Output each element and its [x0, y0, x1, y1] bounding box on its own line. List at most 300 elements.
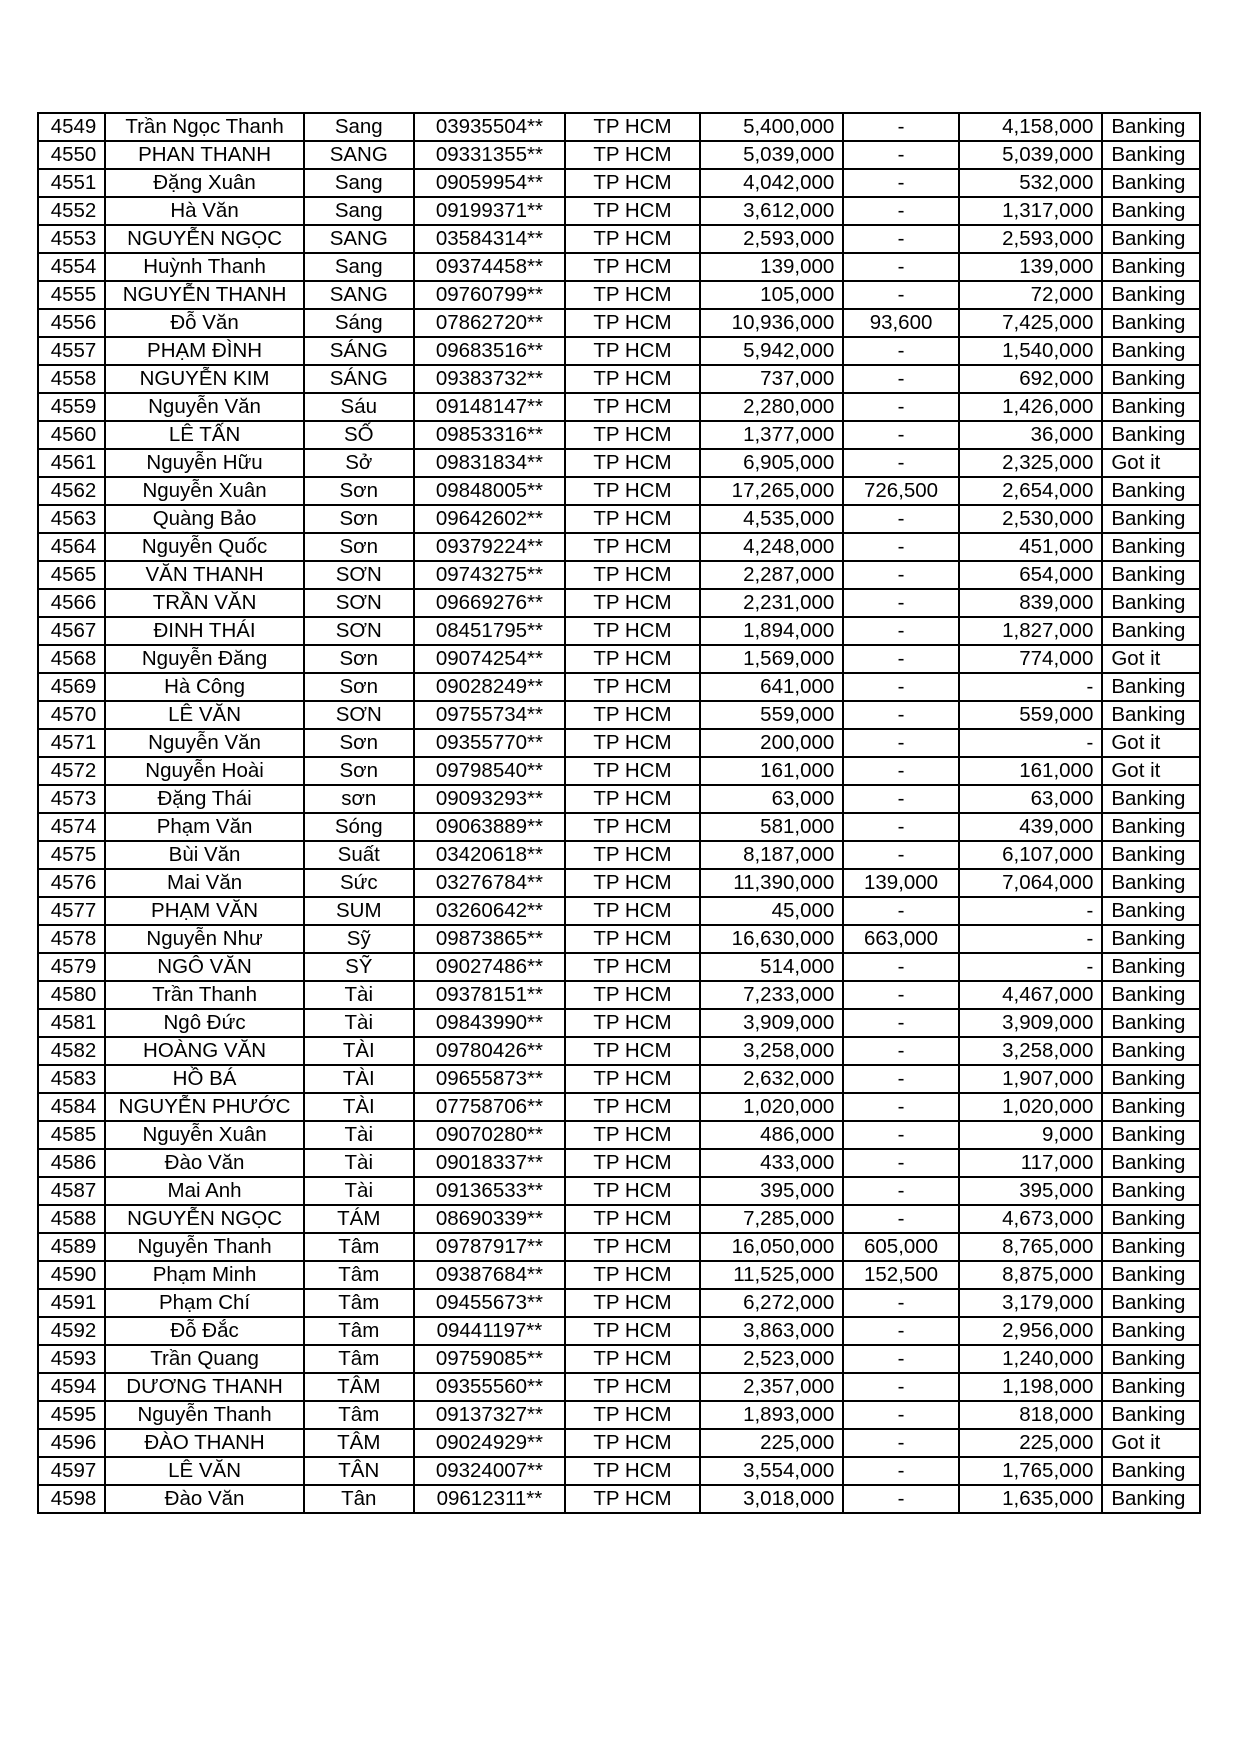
payment-method-cell: Got it	[1102, 757, 1200, 785]
amount-deduction-cell: -	[843, 1317, 959, 1345]
amount-total-cell: 3,909,000	[700, 1009, 844, 1037]
first-name-cell: Sở	[304, 449, 414, 477]
first-name-cell: SỐ	[304, 421, 414, 449]
city-cell: TP HCM	[565, 897, 700, 925]
row-number-cell: 4550	[38, 141, 105, 169]
table-row	[38, 1429, 1200, 1457]
amount-paid-cell: 1,240,000	[959, 1345, 1103, 1373]
city-cell: TP HCM	[565, 785, 700, 813]
amount-paid-cell: 2,325,000	[959, 449, 1103, 477]
table-row	[38, 1261, 1200, 1289]
row-number-cell: 4598	[38, 1485, 105, 1513]
table-row	[38, 1485, 1200, 1513]
table-row	[38, 869, 1200, 897]
city-cell: TP HCM	[565, 925, 700, 953]
first-name-cell: Tâm	[304, 1401, 414, 1429]
amount-total-cell: 3,863,000	[700, 1317, 844, 1345]
first-name-cell: SƠN	[304, 701, 414, 729]
amount-paid-cell: 3,179,000	[959, 1289, 1103, 1317]
phone-number-cell: 09843990**	[414, 1009, 565, 1037]
amount-deduction-cell: -	[843, 953, 959, 981]
amount-total-cell: 2,523,000	[700, 1345, 844, 1373]
first-name-cell: Sang	[304, 113, 414, 141]
payment-method-cell: Banking	[1102, 1121, 1200, 1149]
last-middle-name-cell: Nguyễn Như	[105, 925, 304, 953]
row-number-cell: 4588	[38, 1205, 105, 1233]
first-name-cell: Suất	[304, 841, 414, 869]
amount-paid-cell: 36,000	[959, 421, 1103, 449]
amount-deduction-cell: -	[843, 169, 959, 197]
table-row	[38, 169, 1200, 197]
payment-method-cell: Banking	[1102, 953, 1200, 981]
amount-total-cell: 433,000	[700, 1149, 844, 1177]
first-name-cell: Tân	[304, 1485, 414, 1513]
amount-paid-cell: 439,000	[959, 813, 1103, 841]
table-row	[38, 897, 1200, 925]
table-row	[38, 309, 1200, 337]
amount-paid-cell: 2,530,000	[959, 505, 1103, 533]
payment-method-cell: Banking	[1102, 141, 1200, 169]
first-name-cell: Sóng	[304, 813, 414, 841]
last-middle-name-cell: NGUYỄN PHƯỚC	[105, 1093, 304, 1121]
row-number-cell: 4563	[38, 505, 105, 533]
amount-paid-cell: 1,426,000	[959, 393, 1103, 421]
row-number-cell: 4580	[38, 981, 105, 1009]
last-middle-name-cell: Nguyễn Hoài	[105, 757, 304, 785]
amount-paid-cell: 532,000	[959, 169, 1103, 197]
table-row	[38, 981, 1200, 1009]
amount-deduction-cell: -	[843, 1401, 959, 1429]
payment-method-cell: Got it	[1102, 729, 1200, 757]
amount-paid-cell: 7,425,000	[959, 309, 1103, 337]
amount-deduction-cell: -	[843, 841, 959, 869]
payment-method-cell: Banking	[1102, 365, 1200, 393]
payment-method-cell: Banking	[1102, 113, 1200, 141]
table-row	[38, 1149, 1200, 1177]
amount-total-cell: 5,400,000	[700, 113, 844, 141]
payment-method-cell: Banking	[1102, 253, 1200, 281]
amount-deduction-cell: 152,500	[843, 1261, 959, 1289]
payment-method-cell: Banking	[1102, 281, 1200, 309]
row-number-cell: 4569	[38, 673, 105, 701]
first-name-cell: SỸ	[304, 953, 414, 981]
table-row	[38, 1373, 1200, 1401]
last-middle-name-cell: Trần Quang	[105, 1345, 304, 1373]
amount-paid-cell: 654,000	[959, 561, 1103, 589]
city-cell: TP HCM	[565, 701, 700, 729]
payment-method-cell: Banking	[1102, 617, 1200, 645]
row-number-cell: 4555	[38, 281, 105, 309]
city-cell: TP HCM	[565, 813, 700, 841]
phone-number-cell: 09074254**	[414, 645, 565, 673]
table-row	[38, 1177, 1200, 1205]
amount-deduction-cell: -	[843, 1373, 959, 1401]
table-row	[38, 925, 1200, 953]
row-number-cell: 4586	[38, 1149, 105, 1177]
amount-total-cell: 2,593,000	[700, 225, 844, 253]
table-row	[38, 1317, 1200, 1345]
amount-paid-cell: 3,258,000	[959, 1037, 1103, 1065]
amount-total-cell: 161,000	[700, 757, 844, 785]
amount-deduction-cell: 663,000	[843, 925, 959, 953]
last-middle-name-cell: Huỳnh Thanh	[105, 253, 304, 281]
first-name-cell: TÂM	[304, 1373, 414, 1401]
phone-number-cell: 09743275**	[414, 561, 565, 589]
last-middle-name-cell: HỒ BÁ	[105, 1065, 304, 1093]
row-number-cell: 4581	[38, 1009, 105, 1037]
row-number-cell: 4587	[38, 1177, 105, 1205]
row-number-cell: 4568	[38, 645, 105, 673]
row-number-cell: 4592	[38, 1317, 105, 1345]
last-middle-name-cell: VĂN THANH	[105, 561, 304, 589]
last-middle-name-cell: Quàng Bảo	[105, 505, 304, 533]
first-name-cell: SANG	[304, 225, 414, 253]
amount-total-cell: 4,248,000	[700, 533, 844, 561]
phone-number-cell: 09848005**	[414, 477, 565, 505]
row-number-cell: 4549	[38, 113, 105, 141]
amount-deduction-cell: -	[843, 701, 959, 729]
phone-number-cell: 09441197**	[414, 1317, 565, 1345]
payment-method-cell: Banking	[1102, 337, 1200, 365]
city-cell: TP HCM	[565, 449, 700, 477]
first-name-cell: Sang	[304, 253, 414, 281]
amount-total-cell: 6,905,000	[700, 449, 844, 477]
amount-paid-cell: 139,000	[959, 253, 1103, 281]
first-name-cell: Sơn	[304, 757, 414, 785]
amount-total-cell: 105,000	[700, 281, 844, 309]
last-middle-name-cell: HOÀNG VĂN	[105, 1037, 304, 1065]
amount-paid-cell: 4,673,000	[959, 1205, 1103, 1233]
last-middle-name-cell: Nguyễn Xuân	[105, 1121, 304, 1149]
payment-method-cell: Banking	[1102, 421, 1200, 449]
row-number-cell: 4572	[38, 757, 105, 785]
phone-number-cell: 09378151**	[414, 981, 565, 1009]
first-name-cell: SANG	[304, 281, 414, 309]
last-middle-name-cell: Nguyễn Quốc	[105, 533, 304, 561]
last-middle-name-cell: TRẦN VĂN	[105, 589, 304, 617]
last-middle-name-cell: Nguyễn Văn	[105, 393, 304, 421]
amount-paid-cell: 63,000	[959, 785, 1103, 813]
amount-total-cell: 7,233,000	[700, 981, 844, 1009]
payment-method-cell: Banking	[1102, 897, 1200, 925]
phone-number-cell: 09831834**	[414, 449, 565, 477]
payment-method-cell: Banking	[1102, 673, 1200, 701]
row-number-cell: 4573	[38, 785, 105, 813]
payment-method-cell: Banking	[1102, 1065, 1200, 1093]
amount-total-cell: 16,050,000	[700, 1233, 844, 1261]
table-row	[38, 197, 1200, 225]
amount-deduction-cell: -	[843, 505, 959, 533]
phone-number-cell: 09669276**	[414, 589, 565, 617]
amount-paid-cell: 559,000	[959, 701, 1103, 729]
amount-paid-cell: 8,875,000	[959, 1261, 1103, 1289]
amount-deduction-cell: -	[843, 1345, 959, 1373]
amount-total-cell: 395,000	[700, 1177, 844, 1205]
first-name-cell: SUM	[304, 897, 414, 925]
amount-total-cell: 3,018,000	[700, 1485, 844, 1513]
row-number-cell: 4595	[38, 1401, 105, 1429]
first-name-cell: Tài	[304, 1177, 414, 1205]
payment-method-cell: Banking	[1102, 785, 1200, 813]
amount-paid-cell: 4,158,000	[959, 113, 1103, 141]
row-number-cell: 4593	[38, 1345, 105, 1373]
phone-number-cell: 08451795**	[414, 617, 565, 645]
row-number-cell: 4582	[38, 1037, 105, 1065]
row-number-cell: 4575	[38, 841, 105, 869]
table-row	[38, 841, 1200, 869]
phone-number-cell: 09324007**	[414, 1457, 565, 1485]
amount-paid-cell: 1,540,000	[959, 337, 1103, 365]
amount-total-cell: 7,285,000	[700, 1205, 844, 1233]
table-row	[38, 477, 1200, 505]
amount-deduction-cell: -	[843, 981, 959, 1009]
first-name-cell: TÀI	[304, 1065, 414, 1093]
first-name-cell: sơn	[304, 785, 414, 813]
payment-method-cell: Banking	[1102, 1401, 1200, 1429]
first-name-cell: TÂM	[304, 1429, 414, 1457]
last-middle-name-cell: PHAN THANH	[105, 141, 304, 169]
last-middle-name-cell: Đào Văn	[105, 1485, 304, 1513]
table-row	[38, 1233, 1200, 1261]
phone-number-cell: 03584314**	[414, 225, 565, 253]
table-row	[38, 141, 1200, 169]
amount-deduction-cell: -	[843, 1149, 959, 1177]
last-middle-name-cell: Nguyễn Thanh	[105, 1233, 304, 1261]
city-cell: TP HCM	[565, 589, 700, 617]
city-cell: TP HCM	[565, 953, 700, 981]
first-name-cell: SANG	[304, 141, 414, 169]
phone-number-cell: 03935504**	[414, 113, 565, 141]
first-name-cell: Sơn	[304, 505, 414, 533]
table-row	[38, 589, 1200, 617]
table-row	[38, 365, 1200, 393]
last-middle-name-cell: Mai Văn	[105, 869, 304, 897]
first-name-cell: SƠN	[304, 589, 414, 617]
amount-deduction-cell: -	[843, 1009, 959, 1037]
city-cell: TP HCM	[565, 1485, 700, 1513]
last-middle-name-cell: Ngô Đức	[105, 1009, 304, 1037]
row-number-cell: 4571	[38, 729, 105, 757]
amount-deduction-cell: -	[843, 561, 959, 589]
amount-deduction-cell: -	[843, 729, 959, 757]
last-middle-name-cell: Nguyễn Xuân	[105, 477, 304, 505]
phone-number-cell: 09148147**	[414, 393, 565, 421]
row-number-cell: 4553	[38, 225, 105, 253]
last-middle-name-cell: Nguyễn Hữu	[105, 449, 304, 477]
payment-method-cell: Got it	[1102, 645, 1200, 673]
row-number-cell: 4565	[38, 561, 105, 589]
table-row	[38, 1457, 1200, 1485]
amount-paid-cell: 2,593,000	[959, 225, 1103, 253]
first-name-cell: SÁNG	[304, 365, 414, 393]
table-row	[38, 561, 1200, 589]
amount-deduction-cell: -	[843, 365, 959, 393]
last-middle-name-cell: Trần Thanh	[105, 981, 304, 1009]
row-number-cell: 4585	[38, 1121, 105, 1149]
phone-number-cell: 09760799**	[414, 281, 565, 309]
table-row	[38, 953, 1200, 981]
amount-deduction-cell: -	[843, 113, 959, 141]
last-middle-name-cell: NGUYỄN NGỌC	[105, 225, 304, 253]
first-name-cell: Sáng	[304, 309, 414, 337]
city-cell: TP HCM	[565, 1401, 700, 1429]
city-cell: TP HCM	[565, 841, 700, 869]
phone-number-cell: 09355770**	[414, 729, 565, 757]
last-middle-name-cell: Nguyễn Thanh	[105, 1401, 304, 1429]
amount-deduction-cell: -	[843, 1457, 959, 1485]
amount-paid-cell: 1,635,000	[959, 1485, 1103, 1513]
first-name-cell: SÁNG	[304, 337, 414, 365]
payment-method-cell: Banking	[1102, 1317, 1200, 1345]
city-cell: TP HCM	[565, 1009, 700, 1037]
phone-number-cell: 09387684**	[414, 1261, 565, 1289]
payment-method-cell: Banking	[1102, 505, 1200, 533]
amount-total-cell: 737,000	[700, 365, 844, 393]
amount-total-cell: 559,000	[700, 701, 844, 729]
amount-total-cell: 514,000	[700, 953, 844, 981]
city-cell: TP HCM	[565, 1233, 700, 1261]
table-row	[38, 729, 1200, 757]
city-cell: TP HCM	[565, 225, 700, 253]
amount-deduction-cell: -	[843, 225, 959, 253]
amount-deduction-cell: -	[843, 645, 959, 673]
amount-paid-cell: 72,000	[959, 281, 1103, 309]
row-number-cell: 4577	[38, 897, 105, 925]
amount-total-cell: 16,630,000	[700, 925, 844, 953]
last-middle-name-cell: NGÔ VĂN	[105, 953, 304, 981]
city-cell: TP HCM	[565, 365, 700, 393]
phone-number-cell: 09093293**	[414, 785, 565, 813]
last-middle-name-cell: Đặng Xuân	[105, 169, 304, 197]
row-number-cell: 4583	[38, 1065, 105, 1093]
amount-deduction-cell: -	[843, 1037, 959, 1065]
amount-paid-cell: 774,000	[959, 645, 1103, 673]
city-cell: TP HCM	[565, 673, 700, 701]
phone-number-cell: 09379224**	[414, 533, 565, 561]
payment-method-cell: Banking	[1102, 1289, 1200, 1317]
first-name-cell: Sơn	[304, 533, 414, 561]
phone-number-cell: 09018337**	[414, 1149, 565, 1177]
last-middle-name-cell: Phạm Minh	[105, 1261, 304, 1289]
first-name-cell: TÀI	[304, 1093, 414, 1121]
row-number-cell: 4574	[38, 813, 105, 841]
amount-total-cell: 3,554,000	[700, 1457, 844, 1485]
row-number-cell: 4552	[38, 197, 105, 225]
last-middle-name-cell: LÊ TẤN	[105, 421, 304, 449]
city-cell: TP HCM	[565, 1261, 700, 1289]
amount-deduction-cell: -	[843, 1121, 959, 1149]
table-row	[38, 757, 1200, 785]
first-name-cell: Tâm	[304, 1345, 414, 1373]
amount-deduction-cell: -	[843, 393, 959, 421]
row-number-cell: 4597	[38, 1457, 105, 1485]
payment-method-cell: Banking	[1102, 393, 1200, 421]
last-middle-name-cell: Đỗ Văn	[105, 309, 304, 337]
last-middle-name-cell: Hà Công	[105, 673, 304, 701]
phone-number-cell: 09655873**	[414, 1065, 565, 1093]
amount-total-cell: 3,258,000	[700, 1037, 844, 1065]
amount-total-cell: 641,000	[700, 673, 844, 701]
payment-method-cell: Banking	[1102, 561, 1200, 589]
amount-total-cell: 1,377,000	[700, 421, 844, 449]
payment-method-cell: Banking	[1102, 981, 1200, 1009]
table-row	[38, 1121, 1200, 1149]
amount-deduction-cell: -	[843, 449, 959, 477]
row-number-cell: 4562	[38, 477, 105, 505]
city-cell: TP HCM	[565, 1289, 700, 1317]
phone-number-cell: 09070280**	[414, 1121, 565, 1149]
amount-total-cell: 1,020,000	[700, 1093, 844, 1121]
first-name-cell: TÂN	[304, 1457, 414, 1485]
first-name-cell: Tài	[304, 981, 414, 1009]
city-cell: TP HCM	[565, 1317, 700, 1345]
first-name-cell: Sức	[304, 869, 414, 897]
first-name-cell: Tâm	[304, 1233, 414, 1261]
city-cell: TP HCM	[565, 981, 700, 1009]
first-name-cell: Sơn	[304, 477, 414, 505]
last-middle-name-cell: Đặng Thái	[105, 785, 304, 813]
last-middle-name-cell: Đào Văn	[105, 1149, 304, 1177]
last-middle-name-cell: Nguyễn Văn	[105, 729, 304, 757]
phone-number-cell: 09374458**	[414, 253, 565, 281]
payment-method-cell: Banking	[1102, 533, 1200, 561]
row-number-cell: 4564	[38, 533, 105, 561]
city-cell: TP HCM	[565, 869, 700, 897]
phone-number-cell: 09873865**	[414, 925, 565, 953]
phone-number-cell: 09028249**	[414, 673, 565, 701]
phone-number-cell: 08690339**	[414, 1205, 565, 1233]
city-cell: TP HCM	[565, 1037, 700, 1065]
phone-number-cell: 03420618**	[414, 841, 565, 869]
payment-method-cell: Banking	[1102, 841, 1200, 869]
table-row	[38, 673, 1200, 701]
payment-method-cell: Banking	[1102, 813, 1200, 841]
amount-paid-cell: 692,000	[959, 365, 1103, 393]
first-name-cell: Sơn	[304, 729, 414, 757]
table-row	[38, 1037, 1200, 1065]
last-middle-name-cell: Hà Văn	[105, 197, 304, 225]
first-name-cell: Sang	[304, 197, 414, 225]
amount-total-cell: 11,390,000	[700, 869, 844, 897]
payment-method-cell: Banking	[1102, 309, 1200, 337]
amount-total-cell: 2,632,000	[700, 1065, 844, 1093]
payment-method-cell: Banking	[1102, 169, 1200, 197]
city-cell: TP HCM	[565, 561, 700, 589]
payment-method-cell: Banking	[1102, 1457, 1200, 1485]
table-row	[38, 1401, 1200, 1429]
phone-number-cell: 09355560**	[414, 1373, 565, 1401]
amount-paid-cell: -	[959, 953, 1103, 981]
row-number-cell: 4591	[38, 1289, 105, 1317]
amount-total-cell: 17,265,000	[700, 477, 844, 505]
payment-method-cell: Banking	[1102, 1149, 1200, 1177]
amount-paid-cell: 1,198,000	[959, 1373, 1103, 1401]
payment-method-cell: Banking	[1102, 925, 1200, 953]
first-name-cell: TÁM	[304, 1205, 414, 1233]
table-row	[38, 645, 1200, 673]
amount-paid-cell: -	[959, 729, 1103, 757]
amount-total-cell: 1,894,000	[700, 617, 844, 645]
amount-paid-cell: 839,000	[959, 589, 1103, 617]
last-middle-name-cell: Trần Ngọc Thanh	[105, 113, 304, 141]
amount-deduction-cell: -	[843, 673, 959, 701]
amount-deduction-cell: 93,600	[843, 309, 959, 337]
table-row	[38, 533, 1200, 561]
city-cell: TP HCM	[565, 253, 700, 281]
amount-paid-cell: 6,107,000	[959, 841, 1103, 869]
phone-number-cell: 09683516**	[414, 337, 565, 365]
amount-total-cell: 1,893,000	[700, 1401, 844, 1429]
